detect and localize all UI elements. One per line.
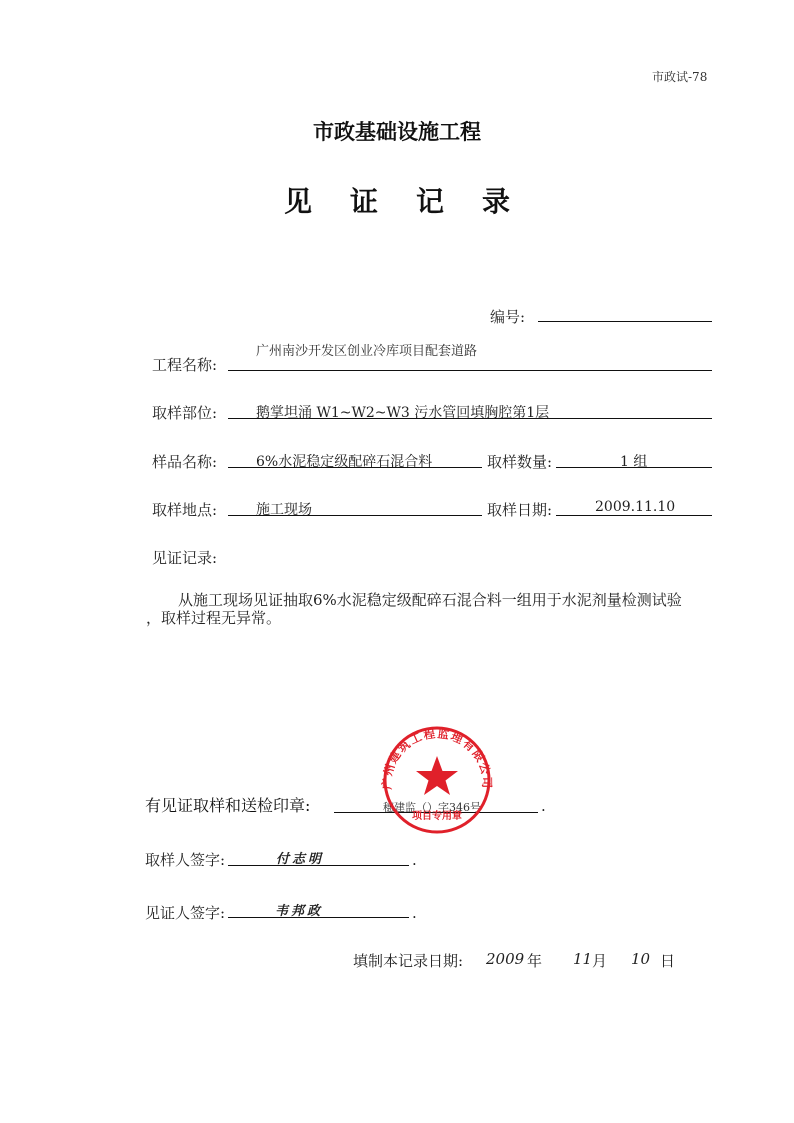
sample-qty-label: 取样数量: [487, 453, 553, 471]
record-label: 见证记录: [152, 549, 218, 567]
star-icon [416, 756, 458, 795]
witness-signature: 韦邦政 [275, 904, 324, 919]
sampling-part-label: 取样部位: [152, 404, 218, 422]
project-name-field[interactable] [228, 370, 712, 371]
sample-site-field[interactable] [228, 515, 482, 516]
sample-date-field[interactable] [556, 515, 712, 516]
witness-field[interactable] [228, 917, 409, 918]
red-seal-stamp [368, 722, 506, 834]
fill-date-year: 2009 [486, 950, 525, 968]
fill-date-month-unit: 月 [592, 952, 608, 970]
sample-name-field[interactable] [228, 467, 482, 468]
seal-end-mark: . [541, 797, 546, 815]
fill-date-day-unit: 日 [660, 952, 676, 970]
witness-end-mark: . [412, 904, 417, 922]
sample-qty-field[interactable] [556, 467, 712, 468]
seal-label: 有见证取样和送检印章: [145, 796, 311, 815]
page-subtitle: 见证记录 [283, 185, 548, 218]
fill-date-day: 10 [631, 950, 651, 968]
sampler-label: 取样人签字: [145, 851, 226, 869]
serial-label: 编号: [490, 308, 526, 326]
record-text-line1: 从施工现场见证抽取6%水泥稳定级配碎石混合料一组用于水泥剂量检测试验 [178, 591, 682, 609]
sampler-end-mark: . [412, 851, 417, 869]
project-name-label: 工程名称: [152, 356, 218, 374]
record-text-line2: ，取样过程无异常。 [146, 609, 282, 627]
fill-date-month: 11 [573, 950, 593, 968]
stamp-bottom-text: 项目专用章 [412, 811, 462, 822]
sampling-part-value: 鹅掌坦涌 W1~W2~W3 污水管回填胸腔第1层 [256, 405, 550, 421]
document-code: 市政试-78 [652, 70, 708, 84]
sample-date-label: 取样日期: [487, 501, 553, 519]
sample-date-value: 2009.11.10 [595, 499, 676, 515]
witness-label: 见证人签字: [145, 904, 226, 922]
sample-name-label: 样品名称: [152, 453, 218, 471]
sample-name-value: 6%水泥稳定级配碎石混合料 [256, 454, 433, 470]
sampler-signature: 付志明 [276, 852, 325, 867]
serial-field[interactable] [538, 321, 712, 322]
stamp-ring-text: 广州建筑工程监理有限公司 [379, 726, 495, 790]
sample-site-value: 施工现场 [256, 502, 312, 518]
sampler-field[interactable] [228, 865, 409, 866]
fill-date-year-unit: 年 [527, 952, 543, 970]
sample-site-label: 取样地点: [152, 501, 218, 519]
sampling-part-field[interactable] [228, 418, 712, 419]
seal-value: 穗建监（）字346号 [383, 801, 481, 814]
sample-qty-value: 1 组 [620, 454, 648, 470]
project-name-value: 广州南沙开发区创业冷库项目配套道路 [256, 344, 478, 359]
page-title: 市政基础设施工程 [313, 120, 481, 144]
fill-date-label: 填制本记录日期: [353, 952, 464, 970]
